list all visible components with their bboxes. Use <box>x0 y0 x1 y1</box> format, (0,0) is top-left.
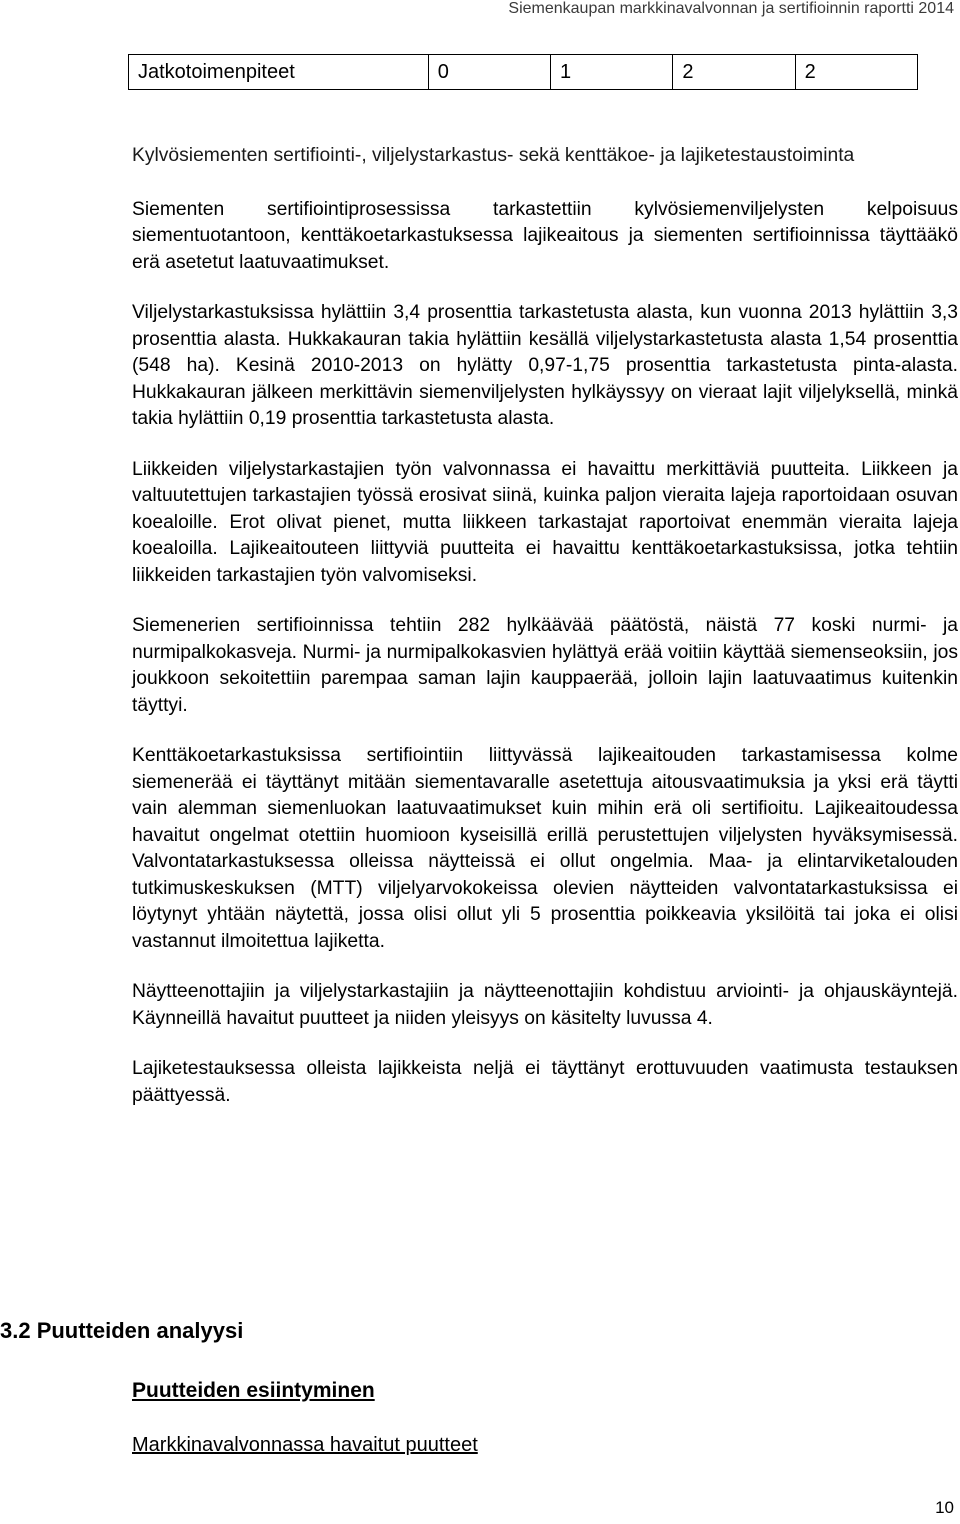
section-heading: Kylvösiementen sertifiointi-, viljelystarkastus- sekä kenttäkoe- ja lajiketestaustoiminta <box>132 145 855 166</box>
table-cell: 0 <box>428 55 550 90</box>
paragraph: Siemenerien sertifioinnissa tehtiin 282 hylkäävää päätöstä, näistä 77 koski nurmi- ja nurmipalkokasveja. Nurmi- ja nurmipalkokasvien hylättyä erää voitiin käyttää siemenseoksiin, jos joukkoon sekoitettiin parempaa saman lajin kauppaerää, jolloin lajin laatuvaatimus kuitenkin täyttyi. <box>132 615 958 716</box>
table-cell: 1 <box>551 55 673 90</box>
table-cell: 2 <box>673 55 795 90</box>
paragraph: Viljelystarkastuksissa hylättiin 3,4 prosenttia tarkastetusta alasta, kun vuonna 2013 hylättiin 3,3 prosenttia alasta. Hukkakauran takia hylättiin kesällä viljelystarkastetusta alasta 1,54 prosenttia (548 ha). Kesinä 2010-2013 on hylätty 0,97-1,75 prosenttia tarkastetusta pinta-alasta. Hukkakauran jälkeen merkittävin siemenviljelysten hylkäyssyy on vieraat lajit viljelyksellä, minkä takia hylättiin 0,19 prosenttia tarkastetusta alasta. <box>132 302 958 429</box>
table-row-label: Jatkotoimenpiteet <box>129 55 429 90</box>
subheading-occurrence: Puutteiden esiintyminen <box>132 1379 375 1402</box>
section-title: 3.2 Puutteiden analyysi <box>0 1318 244 1343</box>
page-number: 10 <box>935 1498 954 1517</box>
running-header: Siemenkaupan markkinavalvonnan ja sertifioinnin raportti 2014 <box>508 0 954 17</box>
paragraph: Kenttäkoetarkastuksissa sertifiointiin liittyvässä lajikeaitouden tarkastamisessa kolme siemenerää ei täyttänyt mitään siementavaralle asetettuja aitousvaatimuksia ja yksi erä täytti vain alemman siemenluokan laatuvaatimukset kuin mihin erä oli sertifioitu. Lajikeaitoudessa havaitut ongelmat otettiin huomioon kyseisillä erillä perustettujen viljelysten hyväksymisessä. Valvontatarkastuksessa olleissa näytteissä ei ollut ongelmia. Maa- ja elintarviketalouden tutkimuskeskuksen (MTT) viljelyarvokokeissa olevien näytteiden valvontatarkastuksissa ei löytynyt yhtään näytettä, jossa olisi ollut yli 5 prosenttia poikkeavia yksilöitä tai joka ei olisi vastannut ilmoitettua lajiketta. <box>132 745 958 952</box>
subheading-market-surveillance: Markkinavalvonnassa havaitut puutteet <box>132 1434 478 1456</box>
table-row <box>129 55 918 90</box>
paragraph: Liikkeiden viljelystarkastajien työn valvonnassa ei havaittu merkittäviä puutteita. Liikkeen ja valtuutettujen tarkastajien työssä erosivat siinä, kuinka paljon vieraita lajeja raportoidaan osuvan koealoille. Erot olivat pienet, mutta liikkeen tarkastajat raportoivat enemmän vieraita lajeja koealoilla. Lajikeaitouteen liittyviä puutteita ei havaittu kenttäkoetarkastuksissa, jotka tehtiin liikkeiden tarkastajien työn valvomiseksi. <box>132 458 958 586</box>
follow-up-table <box>128 54 918 90</box>
paragraph: Lajiketestauksessa olleista lajikkeista neljä ei täyttänyt erottuvuuden vaatimusta testauksen päättyessä. <box>132 1058 958 1106</box>
paragraph: Näytteenottajiin ja viljelystarkastajiin ja näytteenottajiin kohdistuu arviointi- ja ohjauskäyntejä. Käynneillä havaitut puutteet ja niiden yleisyys on käsitelty luvussa 4. <box>132 981 958 1029</box>
table-cell: 2 <box>795 55 917 90</box>
main-content <box>132 143 958 1109</box>
paragraph: Siementen sertifiointiprosessissa tarkastettiin kylvösiemenviljelysten kelpoisuus siementuotantoon, kenttäkoetarkastuksessa lajikeaitous ja siementen sertifioinnissa täyttääkö erä asetetut laatuvaatimukset. <box>132 198 958 273</box>
